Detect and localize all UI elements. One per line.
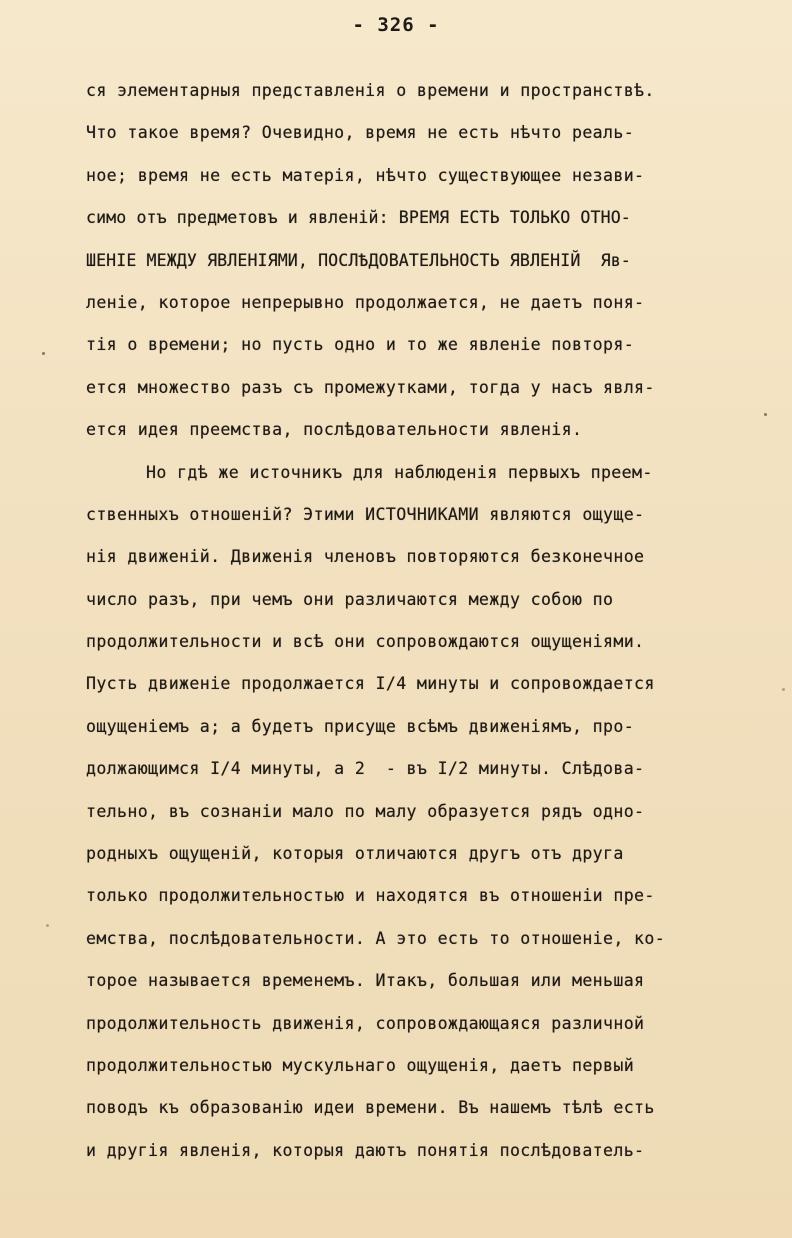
text-line: только продолжительностью и находятся въ отношеніи пре-	[86, 886, 655, 906]
text-line: Что такое время? Очевидно, время не есть нѣчто реаль-	[86, 123, 635, 143]
text-line: тельно, въ сознаніи мало по малу образуется рядъ одно-	[86, 801, 645, 821]
text-line: ощущеніемъ a; a будетъ присуще всѣмъ движеніямъ, про-	[86, 716, 635, 736]
text-line: поводъ къ образованію идеи времени. Въ нашемъ тѣлѣ есть	[86, 1098, 655, 1118]
text-line: емства, послѣдовательности. А это есть то отношеніе, ко-	[86, 928, 666, 948]
text-line: родныхъ ощущеній, которыя отличаются другъ отъ друга	[86, 844, 624, 864]
text-line: и другія явленія, которыя даютъ понятія послѣдователь-	[86, 1140, 645, 1160]
text-line: ся элементарныя представленія о времени и пространствѣ.	[86, 81, 655, 100]
text-line: ШЕНІЕ МЕЖДУ ЯВЛЕНІЯМИ, ПОСЛѢДОВАТЕЛЬНОСТЬ ЯВЛЕНІЙ Яв-	[86, 250, 631, 270]
text-line: ется идея преемства, послѣдовательности явленія.	[86, 420, 583, 440]
paragraph-first-line: Но гдѣ же источникъ для наблюденія первыхъ преем-	[146, 462, 653, 482]
text-line: должающимся I/4 минуты, а 2 - въ I/2 минуты. Слѣдова-	[86, 759, 645, 779]
text-line: ное; время не есть матерія, нѣчто существующее незави-	[86, 165, 645, 185]
text-line: Пусть движеніе продолжается I/4 минуты и сопровождается	[86, 674, 655, 694]
text-line: ется множество разъ съ промежутками, тогда у насъ явля-	[86, 377, 655, 397]
text-line: торое называется временемъ. Итакъ, большая или меньшая	[86, 971, 645, 991]
text-line: продолжительность движенія, сопровождающаяся различной	[86, 1013, 645, 1033]
text-line: число разъ, при чемъ они различаются между собою по	[86, 589, 614, 609]
paper-speck	[42, 352, 45, 355]
page-number: - 326 -	[352, 14, 440, 36]
paper-speck	[782, 688, 785, 691]
text-line: нія движеній. Движенія членовъ повторяются безконечное	[86, 547, 645, 567]
body-text	[86, 70, 776, 1172]
text-line: тія о времени; но пусть одно и то же явленіе повторя-	[86, 335, 635, 355]
text-line: симо отъ предметовъ и явленій: ВРЕМЯ ЕСТЬ ТОЛЬКО ОТНО-	[86, 208, 631, 228]
text-line: ственныхъ отношеній? Этими ИСТОЧНИКАМИ являются ощуще-	[86, 504, 645, 524]
text-line: продолжительностью мускульнаго ощущенія, даетъ первый	[86, 1055, 635, 1075]
paper-speck	[46, 924, 49, 927]
text-line: продолжительности и всѣ они сопровождаются ощущеніями.	[86, 632, 645, 652]
text-line: леніе, которое непрерывно продолжается, не даетъ поня-	[86, 292, 645, 312]
paper-speck	[764, 413, 767, 416]
